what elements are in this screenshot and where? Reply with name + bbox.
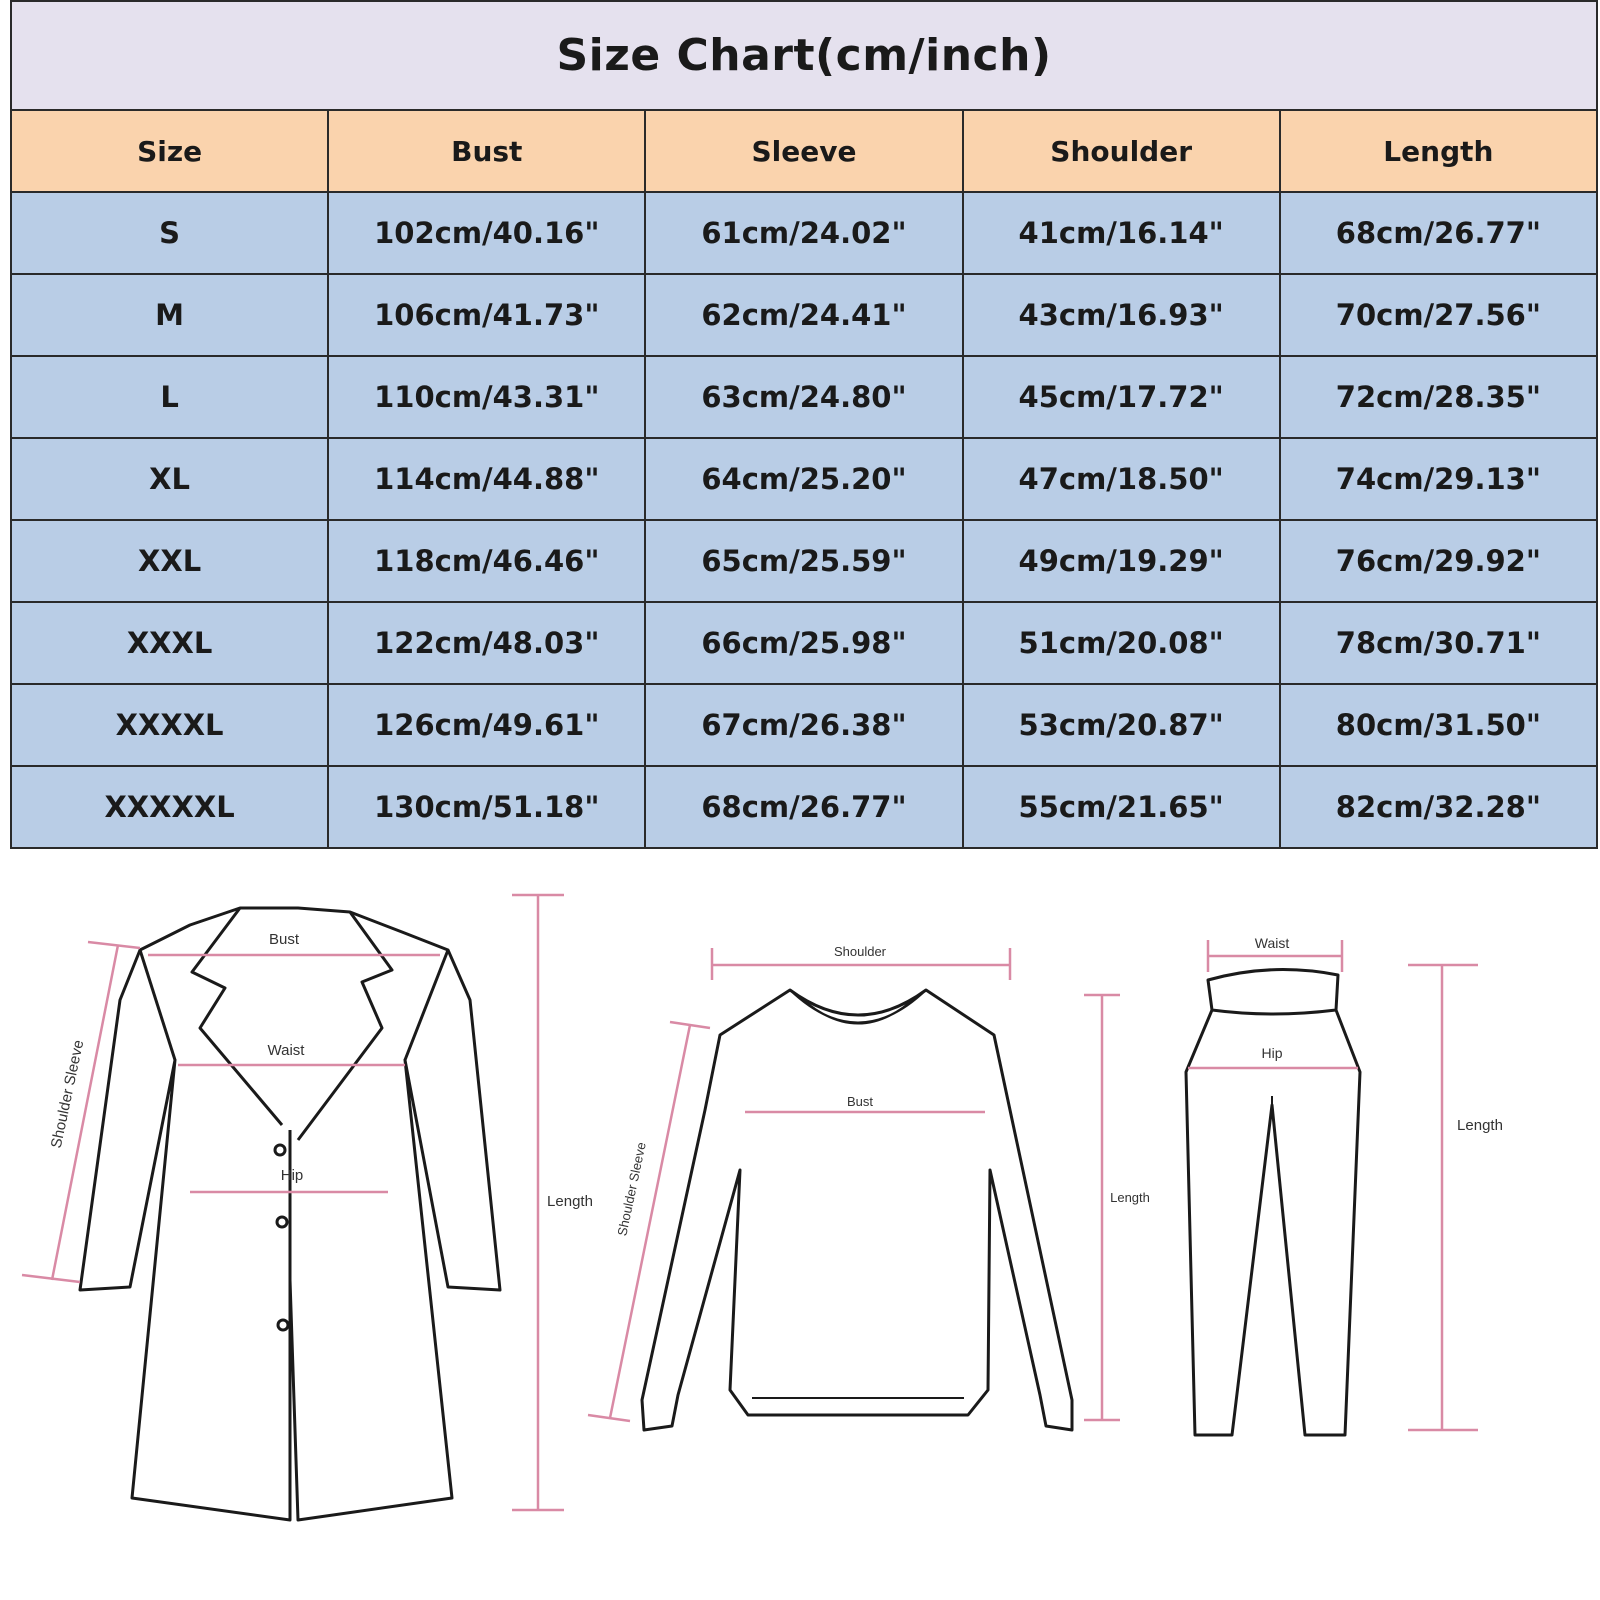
- cell-shoulder: 43cm/16.93": [963, 274, 1280, 356]
- coat-button: [275, 1145, 285, 1155]
- cell-length: 76cm/29.92": [1280, 520, 1597, 602]
- coat-illustration: [80, 908, 500, 1520]
- coat-collar-right: [298, 912, 392, 1140]
- coat-bust-label: Bust: [268, 931, 300, 948]
- cell-shoulder: 49cm/19.29": [963, 520, 1280, 602]
- coat-length-label: Length: [547, 1193, 593, 1210]
- table-row: [11, 192, 1597, 274]
- pants-length-label: Length: [1457, 1117, 1503, 1134]
- header-size: Size: [11, 110, 328, 192]
- header-shoulder: Shoulder: [963, 110, 1280, 192]
- cell-size: XXXL: [11, 602, 328, 684]
- cell-shoulder: 47cm/18.50": [963, 438, 1280, 520]
- pants-waist-label: Waist: [1254, 935, 1290, 951]
- cell-shoulder: 55cm/21.65": [963, 766, 1280, 848]
- table-row: [11, 684, 1597, 766]
- cell-sleeve: 68cm/26.77": [645, 766, 962, 848]
- cell-sleeve: 61cm/24.02": [645, 192, 962, 274]
- coat-right-sleeve-seam: [405, 950, 448, 1060]
- cell-bust: 122cm/48.03": [328, 602, 645, 684]
- coat-button: [277, 1217, 287, 1227]
- cell-bust: 130cm/51.18": [328, 766, 645, 848]
- sweater-sleeve-label: Shoulder Sleeve: [614, 1140, 649, 1238]
- cell-sleeve: 67cm/26.38": [645, 684, 962, 766]
- sweater-illustration: [642, 990, 1072, 1430]
- cell-bust: 126cm/49.61": [328, 684, 645, 766]
- cell-shoulder: 45cm/17.72": [963, 356, 1280, 438]
- cell-length: 74cm/29.13": [1280, 438, 1597, 520]
- pants-hip-label: Hip: [1261, 1045, 1283, 1061]
- cell-length: 82cm/32.28": [1280, 766, 1597, 848]
- table-row: [11, 520, 1597, 602]
- coat-measure-lines: [22, 895, 564, 1510]
- coat-left-sleeve-seam: [140, 950, 175, 1060]
- pants-illustration: [1186, 970, 1360, 1435]
- sweater-length-label: Length: [1110, 1190, 1150, 1205]
- pants-outline: [1186, 1010, 1360, 1435]
- coat-hip-label: Hip: [280, 1167, 304, 1184]
- header-sleeve: Sleeve: [645, 110, 962, 192]
- cell-size: XXL: [11, 520, 328, 602]
- cell-shoulder: 53cm/20.87": [963, 684, 1280, 766]
- cell-sleeve: 64cm/25.20": [645, 438, 962, 520]
- cell-size: XL: [11, 438, 328, 520]
- cell-bust: 102cm/40.16": [328, 192, 645, 274]
- cell-length: 78cm/30.71": [1280, 602, 1597, 684]
- pants-waistband: [1208, 970, 1338, 1014]
- sweater-bust-label: Bust: [846, 1094, 874, 1109]
- size-chart-table: [10, 0, 1598, 849]
- cell-size: L: [11, 356, 328, 438]
- cell-sleeve: 63cm/24.80": [645, 356, 962, 438]
- chart-title: Size Chart(cm/inch): [11, 1, 1597, 110]
- cell-shoulder: 51cm/20.08": [963, 602, 1280, 684]
- sweater-measure-lines: [588, 948, 1120, 1421]
- header-length: Length: [1280, 110, 1597, 192]
- table-row: [11, 602, 1597, 684]
- sweater-shoulder-label: Shoulder: [833, 944, 887, 959]
- table-row: [11, 766, 1597, 848]
- coat-sleeve-label: Shoulder Sleeve: [47, 1038, 88, 1150]
- cell-bust: 114cm/44.88": [328, 438, 645, 520]
- cell-sleeve: 62cm/24.41": [645, 274, 962, 356]
- cell-size: S: [11, 192, 328, 274]
- cell-sleeve: 65cm/25.59": [645, 520, 962, 602]
- measurement-diagram: [0, 850, 1600, 1600]
- cell-length: 80cm/31.50": [1280, 684, 1597, 766]
- sweater-outline: [642, 990, 1072, 1430]
- cell-sleeve: 66cm/25.98": [645, 602, 962, 684]
- cell-size: XXXXXL: [11, 766, 328, 848]
- coat-waist-label: Waist: [267, 1042, 305, 1059]
- cell-length: 72cm/28.35": [1280, 356, 1597, 438]
- cell-size: XXXXL: [11, 684, 328, 766]
- header-row: [11, 110, 1597, 192]
- sweater-labels: [614, 944, 1150, 1237]
- sweater-neck-band: [800, 997, 916, 1024]
- cell-length: 68cm/26.77": [1280, 192, 1597, 274]
- table-row: [11, 356, 1597, 438]
- cell-bust: 110cm/43.31": [328, 356, 645, 438]
- cell-size: M: [11, 274, 328, 356]
- table-row: [11, 438, 1597, 520]
- cell-bust: 118cm/46.46": [328, 520, 645, 602]
- cell-bust: 106cm/41.73": [328, 274, 645, 356]
- coat-button: [278, 1320, 288, 1330]
- table-row: [11, 274, 1597, 356]
- cell-length: 70cm/27.56": [1280, 274, 1597, 356]
- header-bust: Bust: [328, 110, 645, 192]
- cell-shoulder: 41cm/16.14": [963, 192, 1280, 274]
